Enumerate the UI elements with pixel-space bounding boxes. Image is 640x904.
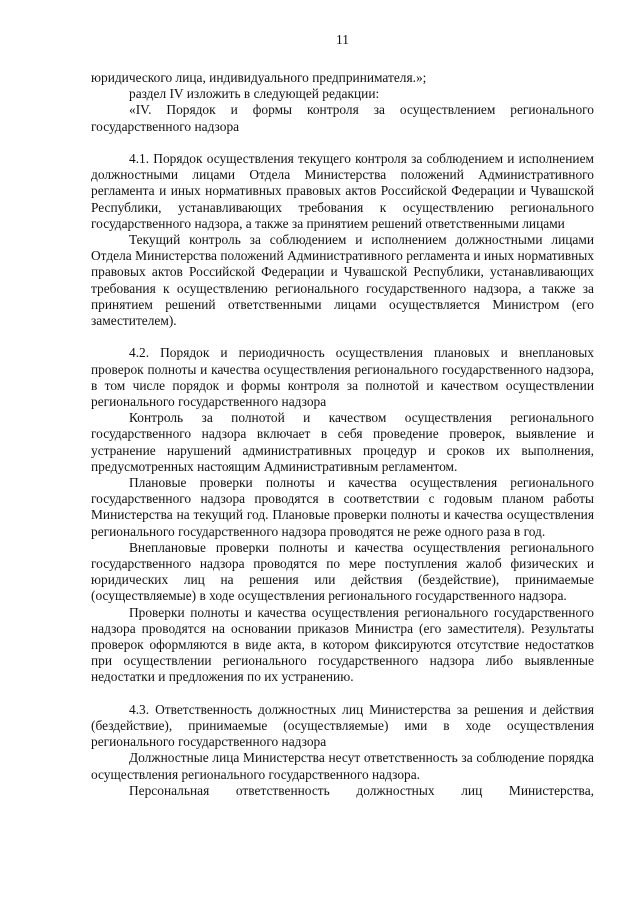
paragraph: Текущий контроль за соблюдением и исполнением должностными лицами Отдела Министерства положений Административного регламента и иных нормативных правовых актов Российской Федерации и Чувашской Республики, устанавливающих требования к осуществлению регионального государственного надзора, а также за принятием решений ответственными лицами осуществляется Министром (его заместителем). (91, 232, 594, 329)
paragraph: Проверки полноты и качества осуществления регионального государственного надзора проводятся на основании приказов Министра (его заместителя). Результаты проверок оформляются в виде акта, в котором фиксируются отсутствие недостатков при осуществлении регионального государственного надзора либо выявленные недостатки и предложения по их устранению. (91, 604, 594, 685)
paragraph: юридического лица, индивидуального предпринимателя.»; (91, 70, 427, 85)
paragraph: Персональная ответственность должностных лиц Министерства, (129, 782, 594, 798)
paragraph: Внеплановые проверки полноты и качества осуществления регионального государственного надзора проводятся по мере поступления жалоб физических и юридических лиц на решения или действия (бездействие), принимаемые (осуществляемые) в ходе осуществления регионального государственного надзора. (91, 539, 594, 604)
page-number: 11 (336, 32, 349, 47)
document-body (91, 70, 594, 799)
paragraph: «IV. Порядок и формы контроля за осуществлением регионального государственного надзора (91, 102, 594, 134)
paragraph: 4.2. Порядок и периодичность осуществления плановых и внеплановых проверок полноты и качества осуществления регионального государственного надзора, в том числе порядок и формы контроля за полнотой и качеством осуществлении регионального государственного надзора (91, 345, 594, 410)
paragraph: 4.1. Порядок осуществления текущего контроля за соблюдением и исполнением должностными лицами Отдела Министерства положений Административного регламента и иных нормативных правовых актов Российской Федерации и Чувашской Республики, устанавливающих требования к осуществлению регионального государственного надзора, а также за принятием решений ответственными лицами (91, 151, 594, 231)
paragraph: Контроль за полнотой и качеством осуществления регионального государственного надзора включает в себя проведение проверок, выявление и устранение нарушений административных процедур и сроков их выполнения, предусмотренных настоящим Административным регламентом. (91, 410, 594, 474)
document-page (91, 32, 594, 799)
paragraph: раздел IV изложить в следующей редакции: (129, 86, 380, 102)
paragraph: 4.3. Ответственность должностных лиц Министерства за решения и действия (бездействие), принимаемые (осуществляемые) ими в ходе осуществления регионального государственного надзора (91, 701, 594, 750)
paragraph: Плановые проверки полноты и качества осуществления регионального государственного надзора проводятся в соответствии с годовым планом работы Министерства на текущий год. Плановые проверки полноты и качества осуществления регионального государственного надзора проводятся не реже одного раза в год. (91, 475, 594, 539)
paragraph: Должностные лица Министерства несут ответственность за соблюдение порядка осуществления регионального государственного надзора. (91, 750, 594, 782)
